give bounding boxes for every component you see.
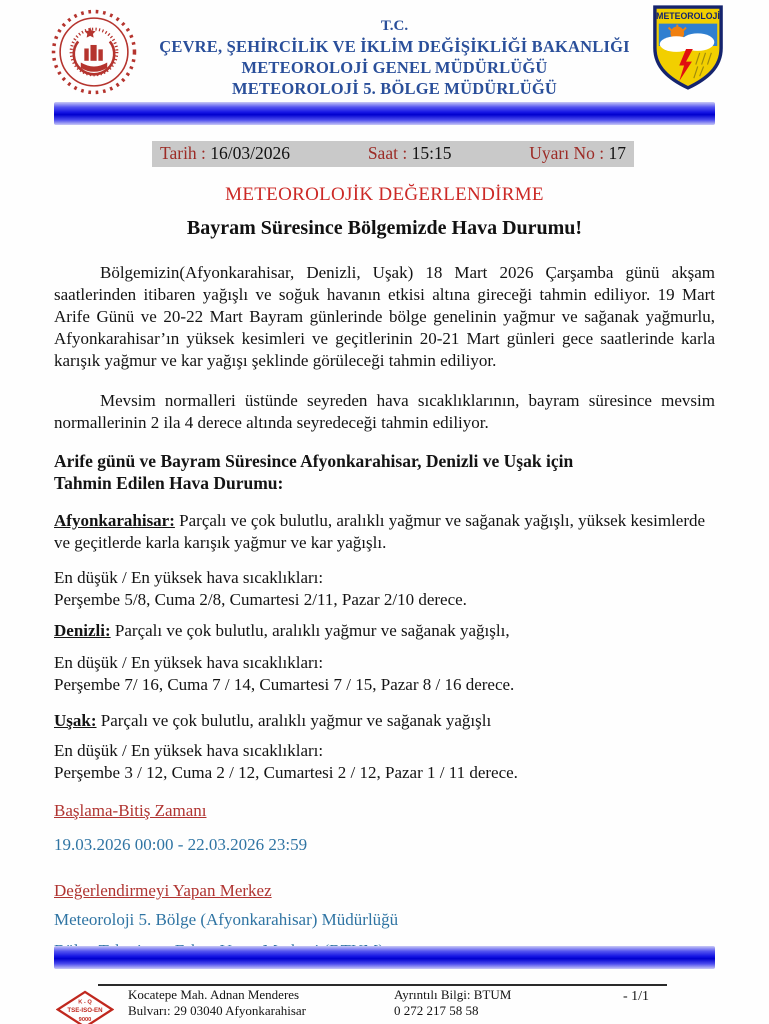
city-forecast-text: Parçalı ve çok bulutlu, aralıklı yağmur ve sağanak yağışlı, bbox=[110, 621, 510, 640]
footer-separator-line bbox=[98, 984, 667, 986]
footer-address-line2: Bulvarı: 29 03040 Afyonkarahisar bbox=[128, 1003, 306, 1018]
footer-contact-line1: Ayrıntılı Bilgi: BTUM bbox=[394, 987, 512, 1002]
temperature-values: Perşembe 7/ 16, Cuma 7 / 14, Cumartesi 7 / 15, Pazar 8 / 16 derece. bbox=[54, 675, 515, 694]
footer-address-line1: Kocatepe Mah. Adnan Menderes bbox=[128, 987, 300, 1002]
date-value: 16/03/2026 bbox=[210, 143, 291, 163]
document-subtitle: Bayram Süresince Bölgemizde Hava Durumu! bbox=[186, 217, 583, 239]
forecast-heading-line2: Tahmin Edilen Hava Durumu: bbox=[54, 473, 284, 493]
blue-divider-bar-top bbox=[54, 102, 715, 125]
meteorology-shield-icon bbox=[651, 4, 725, 90]
document-footer bbox=[0, 943, 769, 1024]
temperature-values: Perşembe 3 / 12, Cuma 2 / 12, Cumartesi 2 / 12, Pazar 1 / 11 derece. bbox=[54, 763, 518, 782]
warning-info-bar bbox=[152, 141, 634, 167]
blue-divider-bar-bottom bbox=[54, 946, 715, 969]
document-body bbox=[54, 262, 715, 964]
city-forecast-text: Parçalı ve çok bulutlu, aralıklı yağmur ve sağanak yağışlı bbox=[96, 711, 492, 730]
temperature-label: En düşük / En yüksek hava sıcaklıkları: bbox=[54, 653, 324, 672]
ministry-seal-logo bbox=[50, 8, 138, 96]
start-end-time-range: 19.03.2026 00:00 - 22.03.2026 23:59 bbox=[54, 835, 308, 854]
city-name-label: Uşak: bbox=[54, 711, 97, 730]
temperature-label: En düşük / En yüksek hava sıcaklıkları: bbox=[54, 741, 324, 760]
footer-contact bbox=[394, 987, 511, 1019]
temperature-values: Perşembe 5/8, Cuma 2/8, Cumartesi 2/11, Pazar 2/10 derece. bbox=[54, 590, 467, 609]
time-value: 15:15 bbox=[411, 143, 452, 163]
assessment-paragraph-1: Bölgemizin(Afyonkarahisar, Denizli, Uşak) 18 Mart 2026 Çarşamba günü akşam saatlerinden itibaren yağışlı ve soğuk havanın etkisi altına gireceği tahmin ediliyor. 19 Mart Arife Günü ve 20-22 Mart Bayram günlerinde bölge genelinin yağmur ve sağanak yağmurlu, Afyonkarahisar’ın yüksek kesimleri ve geçitlerinin 20-21 Mart günleri gece saatlerinde karla karışık yağmur ve kar yağışı şeklinde görüleceği tahmin ediliyor. bbox=[54, 263, 715, 370]
warning-no-field bbox=[529, 143, 626, 164]
forecast-heading-line1: Arife günü ve Bayram Süresince Afyonkarahisar, Denizli ve Uşak için bbox=[54, 451, 574, 471]
document-header bbox=[0, 0, 769, 99]
warning-no-label: Uyarı No : bbox=[529, 143, 605, 163]
header-title-block bbox=[138, 8, 651, 99]
header-ministry: ÇEVRE, ŞEHİRCİLİK VE İKLİM DEĞİŞİKLİĞİ BAKANLIĞI bbox=[159, 37, 630, 56]
date-field bbox=[160, 143, 290, 164]
city-forecast-text: Parçalı ve çok bulutlu, aralıklı yağmur ve sağanak yağışlı, yüksek kesimlerde ve geçitlerde karla karışık yağmur ve kar yağışlı. bbox=[54, 511, 706, 552]
assessing-center-line1: Meteoroloji 5. Bölge (Afyonkarahisar) Müdürlüğü bbox=[54, 910, 399, 929]
document-title: METEOROLOJİK DEĞERLENDİRME bbox=[225, 184, 544, 205]
assessment-paragraph-2: Mevsim normalleri üstünde seyreden hava sıcaklıklarının, bayram süresince mevsim normallerinin 2 ila 4 derece altında seyredeceği tahmin ediliyor. bbox=[54, 391, 715, 432]
warning-no-value: 17 bbox=[608, 143, 626, 163]
meteorology-shield-logo bbox=[651, 4, 725, 92]
tse-text-kq: K - Q bbox=[78, 999, 92, 1006]
header-regional: METEOROLOJİ 5. BÖLGE MÜDÜRLÜĞÜ bbox=[231, 79, 558, 98]
tse-text-iso: TSE-ISO-EN bbox=[67, 1007, 103, 1015]
city-forecast-usak bbox=[54, 710, 715, 732]
footer-address bbox=[128, 987, 306, 1019]
time-label: Saat : bbox=[367, 143, 408, 163]
header-directorate: METEOROLOJİ GENEL MÜDÜRLÜĞÜ bbox=[241, 58, 548, 77]
city-name-label: Denizli: bbox=[54, 621, 111, 640]
footer-contact-line2: 0 272 217 58 58 bbox=[394, 1003, 479, 1018]
footer-row bbox=[56, 987, 729, 1024]
city-forecast-afyonkarahisar bbox=[54, 510, 715, 554]
time-field bbox=[368, 143, 452, 164]
ministry-seal-icon bbox=[50, 8, 138, 96]
start-end-time-heading: Başlama-Bitiş Zamanı bbox=[54, 801, 207, 820]
header-tc: T.C. bbox=[380, 18, 409, 34]
shield-logo-text: METEOROLOJİ bbox=[656, 10, 720, 21]
tse-text-9000: 9000 bbox=[78, 1016, 92, 1023]
assessing-center-heading: Değerlendirmeyi Yapan Merkez bbox=[54, 881, 272, 900]
city-name-label: Afyonkarahisar: bbox=[54, 511, 175, 530]
forecast-heading bbox=[54, 450, 715, 494]
city-forecast-denizli bbox=[54, 620, 715, 642]
page-number: - 1/1 bbox=[622, 989, 649, 1004]
tse-diamond-icon bbox=[56, 990, 114, 1024]
tse-certification-logo bbox=[56, 990, 114, 1024]
temperature-label: En düşük / En yüksek hava sıcaklıkları: bbox=[54, 568, 324, 587]
date-label: Tarih : bbox=[160, 143, 206, 163]
